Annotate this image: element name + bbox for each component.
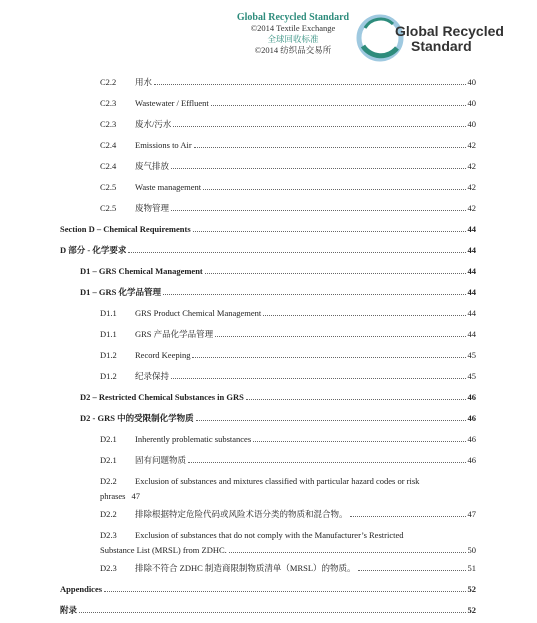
toc-entry[interactable] [100,202,476,214]
toc-entry[interactable] [100,562,476,574]
toc-entry-page: 46 [467,434,476,444]
toc-entry[interactable] [60,604,476,616]
toc-leader-dots [203,189,465,190]
toc-entry-page: 42 [467,182,476,192]
toc-entry-number: C2.3 [100,119,117,129]
toc-entry-title: Exclusion of substances and mixtures classified with particular hazard codes or risk [135,476,420,486]
toc-leader-dots [263,315,465,316]
toc-entry-title: Appendices [60,584,103,594]
toc-entry-page: 47 [131,491,140,501]
toc-entry-title: 排除不符合 ZDHC 制造商限制物质清单（MRSL）的物质。 [135,563,356,573]
toc-entry-title: 排除根据特定危险代码或风险术语分类的物质和混合物。 [135,509,348,519]
toc-entry[interactable] [80,265,476,277]
toc-entry-title: Section D – Chemical Requirements [60,224,191,234]
toc-entry-number: D1.1 [100,308,117,318]
toc-leader-dots [171,168,465,169]
toc-leader-dots [205,273,466,274]
toc-entry[interactable] [60,223,476,235]
header-text-block [218,12,368,56]
toc-entry-title: 废物管理 [135,203,170,213]
toc-entry-page: 44 [467,266,476,276]
toc-leader-dots [358,570,466,571]
toc-entry-number: D2.3 [100,563,117,573]
toc-leader-dots [163,294,466,295]
toc-entry-page: 52 [467,584,476,594]
toc-entry-title: 固有问题物质 [135,455,187,465]
toc-leader-dots [128,252,465,253]
header-copyright: ©2014 Textile Exchange [250,23,336,33]
toc-entry-continuation[interactable] [100,490,476,502]
toc-entry-title: Inherently problematic substances [135,434,252,444]
toc-entry-title: Wastewater / Effluent [135,98,209,108]
toc-entry-title-cont: Substance List (MRSL) from ZDHC. [100,545,227,555]
toc-entry-number: D1.1 [100,329,117,339]
grs-logo-icon [355,10,530,66]
toc-leader-dots [193,231,466,232]
toc-entry-page: 52 [467,605,476,615]
header-title-cn: 全球回收标准 [267,34,319,44]
toc-entry[interactable] [80,286,476,298]
header-copyright-cn: ©2014 纺织品交易所 [254,45,332,55]
toc-entry[interactable] [80,391,476,403]
toc-entry-page: 42 [467,203,476,213]
toc-entry-number: D2.2 [100,509,117,519]
toc-entry-number: C2.4 [100,161,117,171]
toc-entry[interactable] [60,583,476,595]
toc-entry[interactable] [100,433,476,445]
logo-text-line2: Standard [411,38,472,54]
toc-entry-title: GRS 产品化学品管理 [135,329,214,339]
toc-leader-dots [229,552,466,553]
toc-entry-number: D2.3 [100,530,117,540]
toc-entry[interactable] [80,412,476,424]
toc-entry-page: 47 [467,509,476,519]
toc-leader-dots [104,591,465,592]
toc-leader-dots [188,462,465,463]
toc-entry-page: 45 [467,350,476,360]
toc-entry-title: Waste management [135,182,202,192]
toc-entry[interactable] [100,181,476,193]
toc-leader-dots [173,126,465,127]
toc-entry[interactable] [100,118,476,130]
toc-leader-dots [171,378,465,379]
toc-entry-title: 纪录保持 [135,371,170,381]
toc-leader-dots [171,210,465,211]
toc-entry-number: D2.1 [100,434,117,444]
toc-entry-page: 42 [467,161,476,171]
toc-entry-number: C2.4 [100,140,117,150]
toc-entry-page: 46 [467,413,476,423]
toc-entry-title: D2 – Restricted Chemical Substances in GRS [80,392,244,402]
toc-leader-dots [192,357,465,358]
toc-entry[interactable] [100,475,419,487]
toc-entry-title: Emissions to Air [135,140,192,150]
toc-entry-page: 40 [467,119,476,129]
toc-entry[interactable] [100,370,476,382]
toc-entry-title: D1 – GRS Chemical Management [80,266,203,276]
toc-entry-number: D2.2 [100,476,117,486]
toc-entry-page: 45 [467,371,476,381]
toc-entry-number: C2.5 [100,182,117,192]
grs-logo [355,10,530,66]
toc-entry-title-cont: phrases [100,491,126,501]
toc-entry-title: D 部分 - 化学要求 [60,245,127,255]
toc-entry-title: 用水 [135,77,153,87]
toc-leader-dots [154,84,465,85]
toc-entry-page: 51 [467,563,476,573]
toc-entry[interactable] [100,139,476,151]
toc-entry-page: 44 [467,329,476,339]
toc-entry-number: C2.5 [100,203,117,213]
toc-entry-page: 40 [467,77,476,87]
toc-entry-page: 44 [467,308,476,318]
toc-entry-page: 44 [467,245,476,255]
toc-entry-page: 44 [467,224,476,234]
toc-entry[interactable] [60,244,476,256]
toc-entry-title: GRS Product Chemical Management [135,308,262,318]
toc-entry-number: C2.2 [100,77,117,87]
toc-entry[interactable] [100,529,403,541]
toc-entry-number: D1.2 [100,371,117,381]
toc-entry-page: 42 [467,140,476,150]
logo-text-line1: Global Recycled [395,23,504,39]
toc-entry-title: D1 – GRS 化学品管理 [80,287,161,297]
toc-entry-title: D2 - GRS 中的受限制化学物质 [80,413,194,423]
toc-leader-dots [196,420,466,421]
toc-entry-page: 50 [467,545,476,555]
toc-entry-continuation[interactable] [100,544,476,556]
toc-entry-number: D2.1 [100,455,117,465]
toc-entry[interactable] [100,160,476,172]
toc-entry-title: 废水/污水 [135,119,172,129]
toc-leader-dots [215,336,465,337]
toc-entry-title: Record Keeping [135,350,191,360]
toc-leader-dots [246,399,466,400]
toc-entry[interactable] [100,454,476,466]
toc-leader-dots [211,105,466,106]
toc-entry-number: D1.2 [100,350,117,360]
toc-entry[interactable] [100,349,476,361]
toc-entry-title: 废气排放 [135,161,170,171]
toc-leader-dots [194,147,466,148]
toc-entry-page: 46 [467,392,476,402]
toc-entry-title: Exclusion of substances that do not comply with the Manufacturer’s Restricted [135,530,404,540]
header-title: Global Recycled Standard [236,12,350,23]
toc-entry-page: 46 [467,455,476,465]
toc-leader-dots [253,441,465,442]
toc-entry-page: 44 [467,287,476,297]
toc-entry-title: 附录 [60,605,78,615]
toc-leader-dots [79,612,465,613]
toc-entry-page: 40 [467,98,476,108]
toc-entry-number: C2.3 [100,98,117,108]
toc-entry[interactable] [100,76,476,88]
toc-entry[interactable] [100,97,476,109]
toc-entry[interactable] [100,328,476,340]
toc-entry[interactable] [100,307,476,319]
toc-leader-dots [350,516,466,517]
page-header [0,8,537,70]
toc-entry[interactable] [100,508,476,520]
